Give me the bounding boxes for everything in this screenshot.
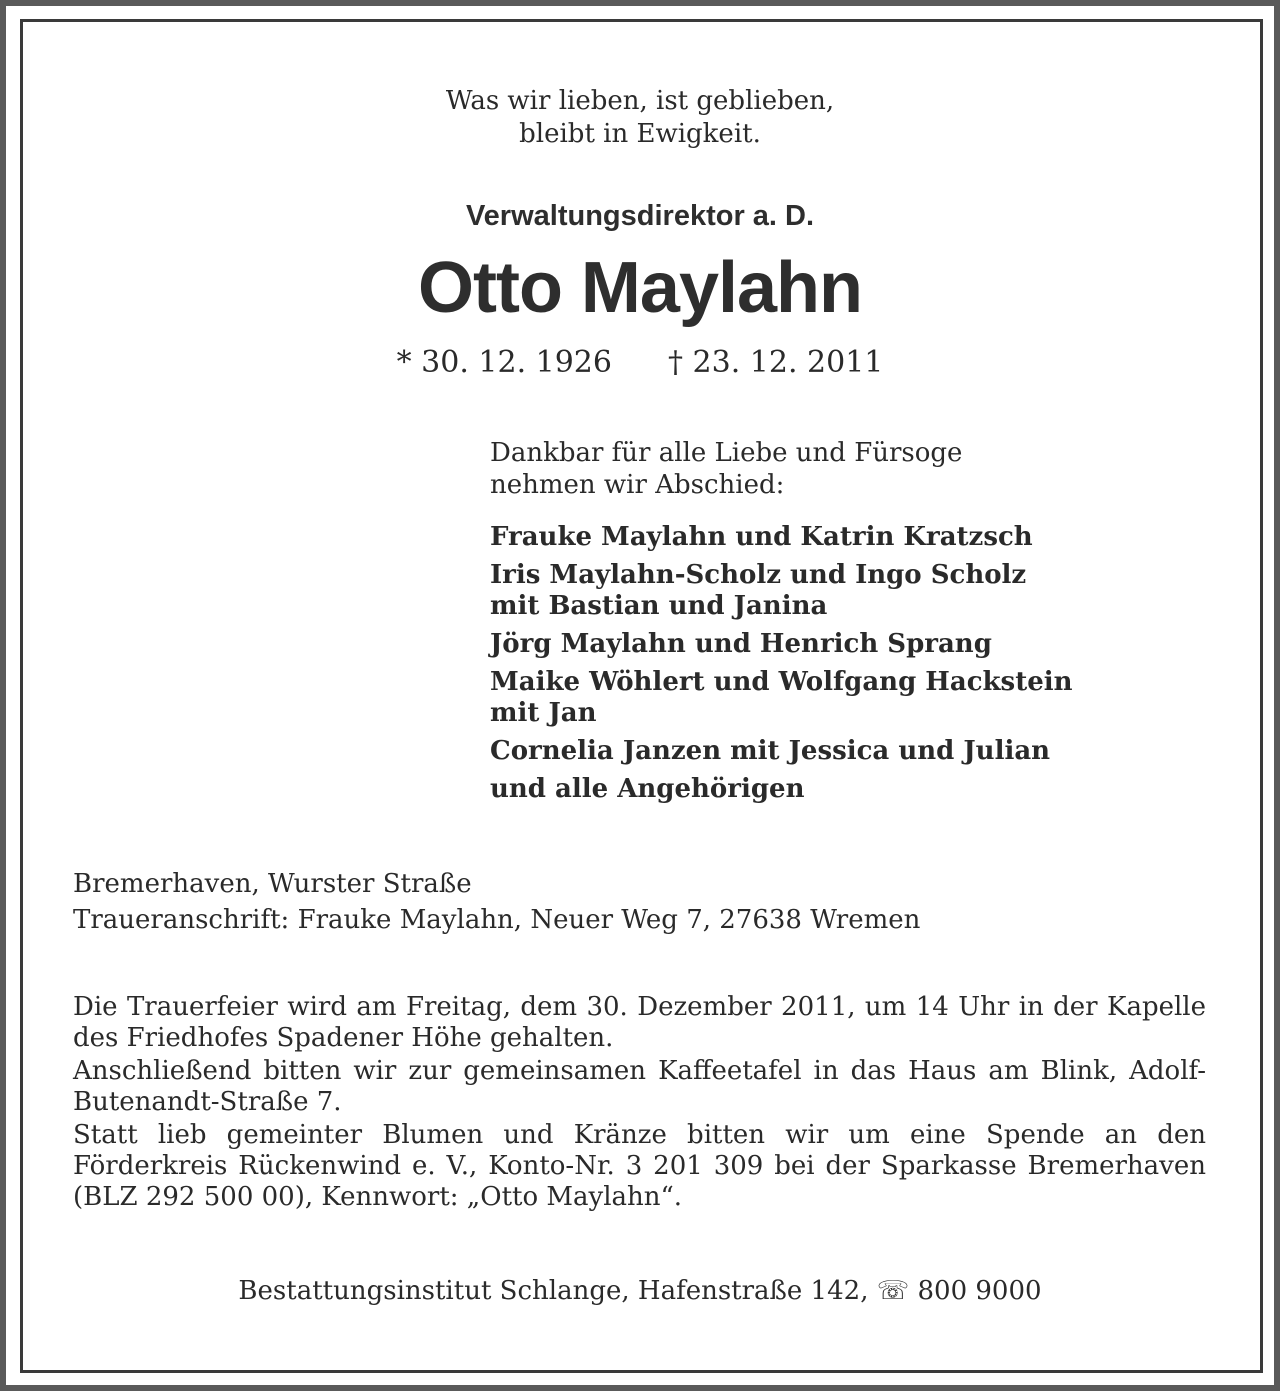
- mourner-entry: [490, 560, 1073, 622]
- donation-paragraph: Statt lieb gemeinter Blumen und Kränze bitten wir um eine Spende an den Förderkreis Rückenwind e. V., Konto-Nr. 3 201 309 bei der Sparkasse Bremerhaven (BLZ 292 500 00), Kennwort: „Otto Maylahn“.: [73, 1120, 1206, 1212]
- mourning-address: Traueranschrift: Frauke Maylahn, Neuer Weg 7, 27638 Wremen: [73, 905, 921, 935]
- mourners-list: [490, 522, 1073, 812]
- mourner-entry: [490, 522, 1073, 553]
- mourner-entry: [490, 736, 1073, 767]
- mourner-entry: [490, 629, 1073, 660]
- mourner-line: mit Bastian und Janina: [490, 591, 828, 621]
- residence-line: Bremerhaven, Wurster Straße: [73, 869, 472, 899]
- deceased-title: Verwaltungsdirektor a. D.: [465, 200, 815, 232]
- motto-line-1: Was wir lieben, ist geblieben,: [445, 86, 835, 116]
- thanks-line-2: nehmen wir Abschied:: [490, 470, 785, 500]
- life-dates: [0, 343, 1280, 383]
- reception-paragraph: Anschließend bitten wir zur gemeinsamen Kaffeetafel in das Haus am Blink, Adolf-Butenandt-Straße 7.: [73, 1056, 1206, 1117]
- motto-line-2: bleibt in Ewigkeit.: [519, 119, 761, 149]
- funeral-notice: [73, 992, 1206, 1213]
- mourner-line: und alle Angehörigen: [490, 774, 805, 804]
- mourner-line: Iris Maylahn-Scholz und Ingo Scholz: [490, 560, 1027, 590]
- mourner-line: Cornelia Janzen mit Jessica und Julian: [490, 736, 1051, 766]
- mourner-entry: [490, 667, 1073, 729]
- thanks-line-1: Dankbar für alle Liebe und Fürsoge: [490, 438, 963, 468]
- mourner-line: Maike Wöhlert und Wolfgang Hackstein: [490, 667, 1073, 697]
- mourner-line: Frauke Maylahn und Katrin Kratzsch: [490, 522, 1033, 552]
- mourner-entry: [490, 774, 1073, 805]
- motto: [0, 85, 1280, 151]
- birth-date: * 30. 12. 1926: [396, 345, 612, 380]
- thanks-text: [490, 437, 962, 501]
- address-block: [73, 866, 920, 938]
- service-paragraph: Die Trauerfeier wird am Freitag, dem 30. Dezember 2011, um 14 Uhr in der Kapelle des Friedhofes Spadener Höhe gehalten.: [73, 992, 1206, 1053]
- mourner-line: mit Jan: [490, 698, 597, 728]
- funeral-home-footer: Bestattungsinstitut Schlange, Hafenstraße 142, ☏ 800 9000: [238, 1276, 1042, 1306]
- death-date: † 23. 12. 2011: [668, 345, 884, 380]
- mourner-line: Jörg Maylahn und Henrich Sprang: [490, 629, 992, 659]
- deceased-name: Otto Maylahn: [417, 248, 862, 328]
